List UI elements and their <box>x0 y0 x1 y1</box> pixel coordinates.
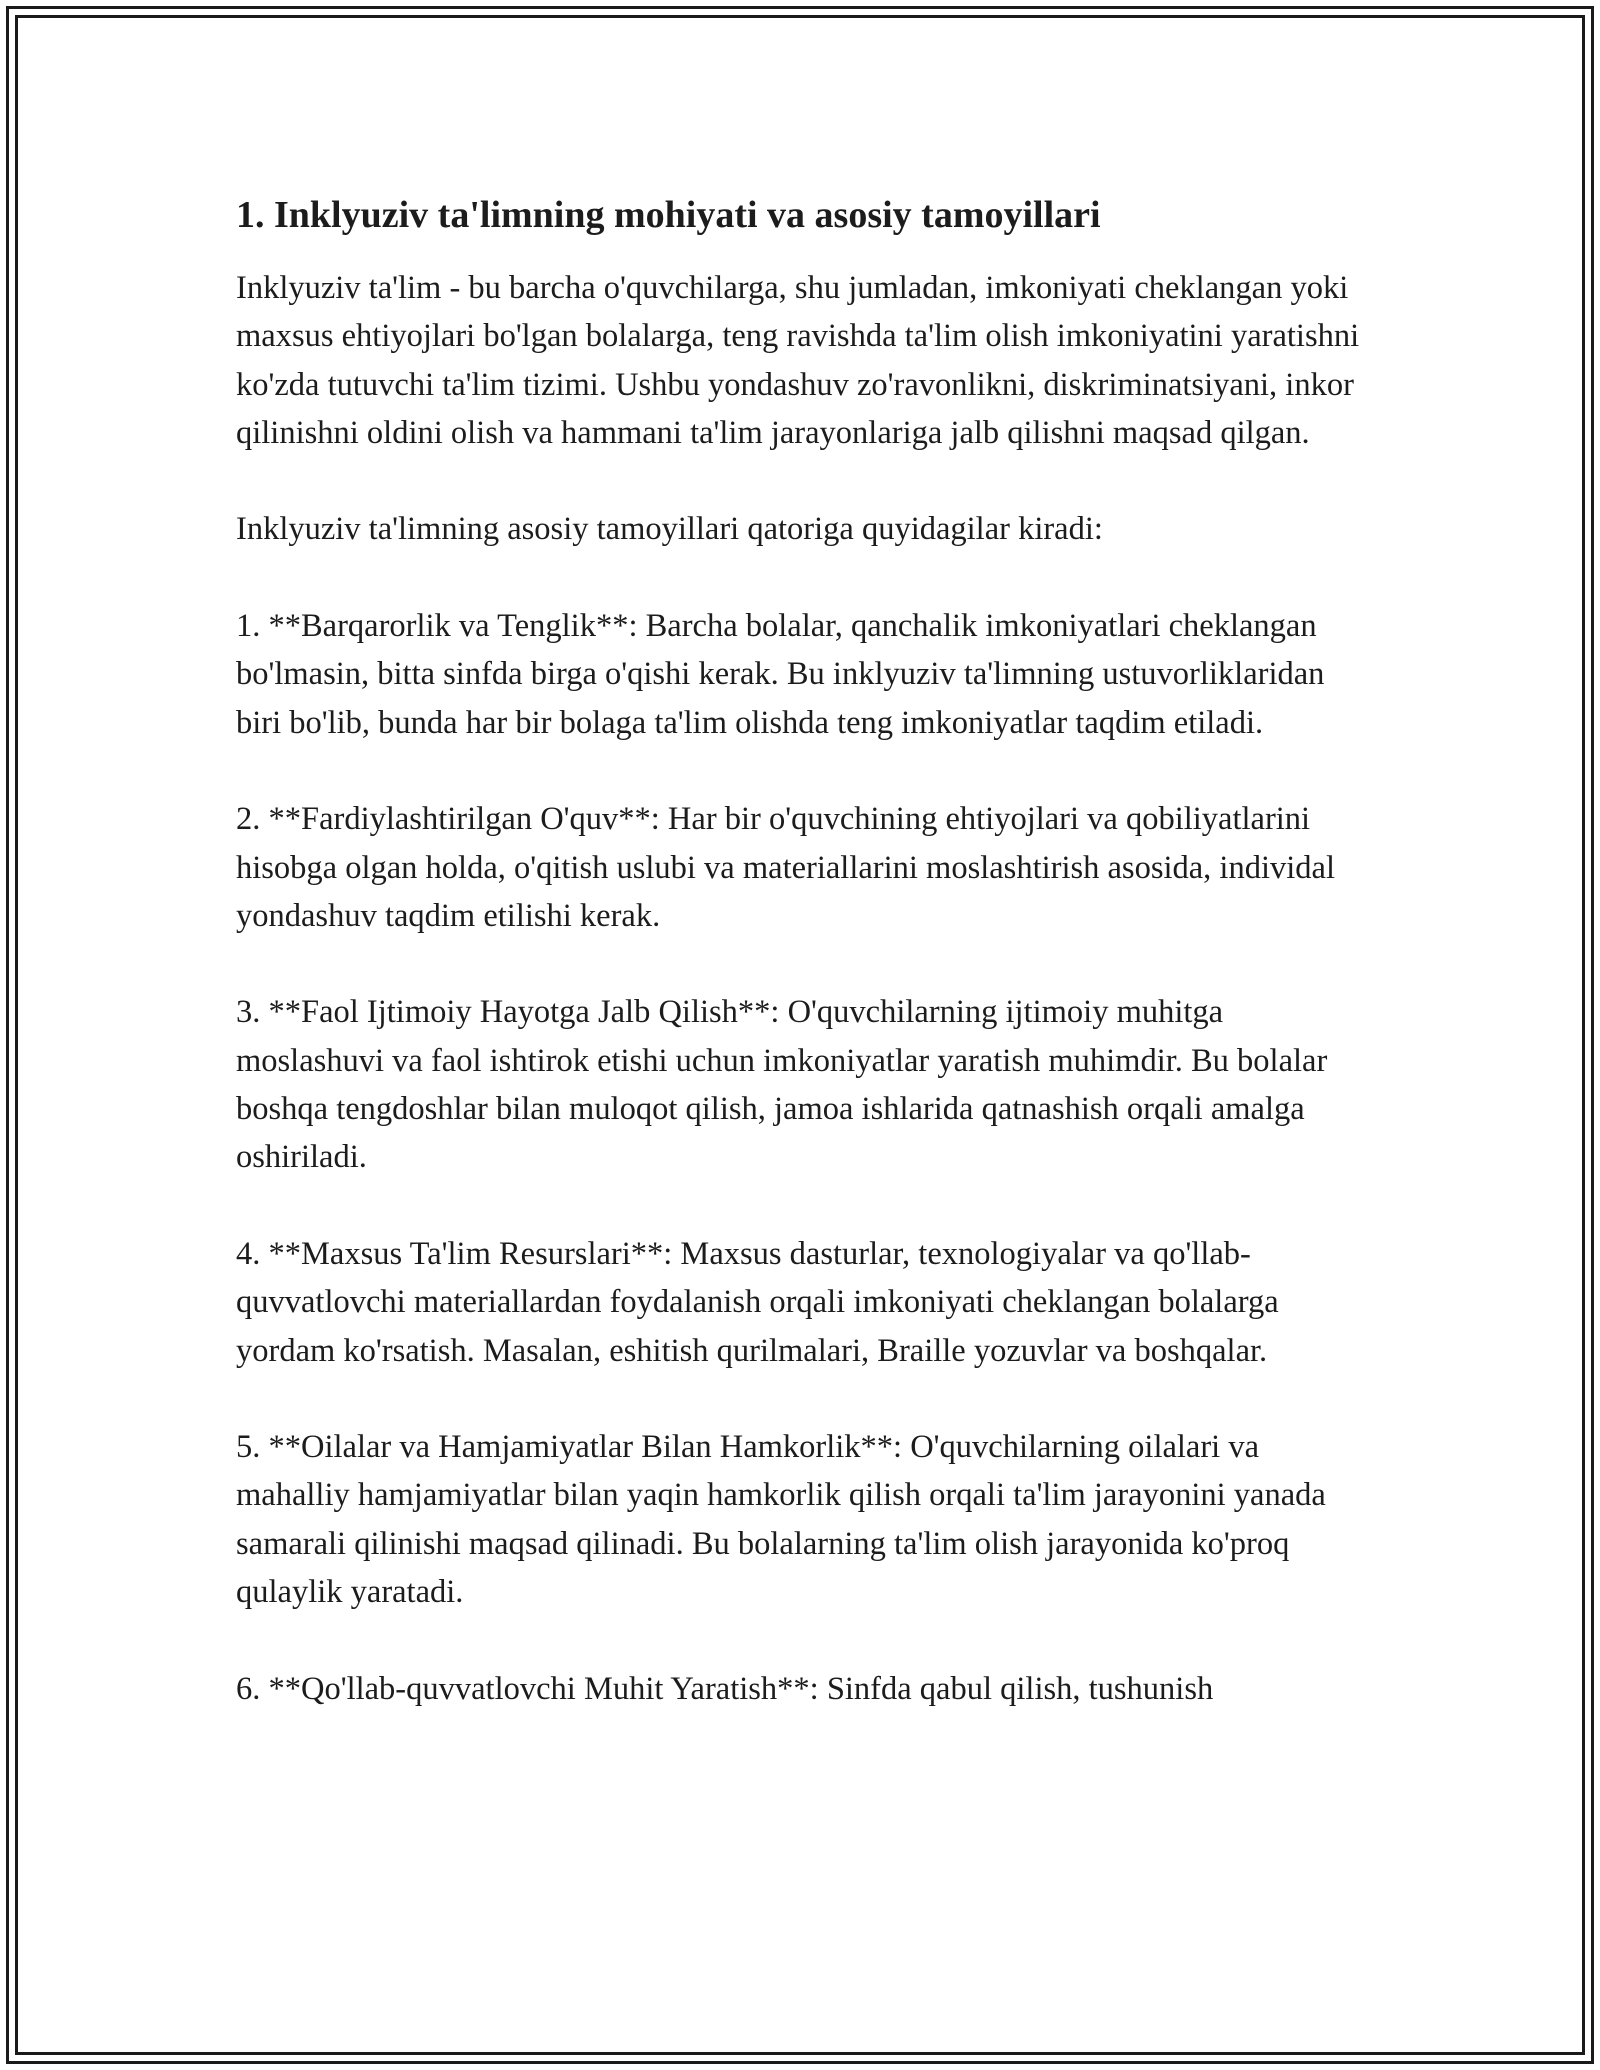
principle-item-6: 6. **Qo'llab-quvvatlovchi Muhit Yaratish**: Sinfda qabul qilish, tushunish <box>236 1670 1214 1707</box>
principle-item-5: 5. **Oilalar va Hamjamiyatlar Bilan Hamkorlik**: O'quvchilarning oilalari va mahalliy hamjamiyatlar bilan yaqin hamkorlik qilish orqali ta'lim jarayonini yanada samarali qilinishi maqsad qilinadi. Bu bolalarning ta'lim olish jarayonida ko'proq qulaylik yaratadi. <box>236 1429 1326 1611</box>
section-heading: 1. Inklyuziv ta'limning mohiyati va asosiy tamoyillari <box>236 194 1101 236</box>
principle-item-1: 1. **Barqarorlik va Tenglik**: Barcha bolalar, qanchalik imkoniyatlari cheklangan bo'lmasin, bitta sinfda birga o'qishi kerak. Bu inklyuziv ta'limning ustuvorliklaridan biri bo'lib, bunda har bir bolaga ta'lim olishda teng imkoniyatlar taqdim etiladi. <box>236 608 1325 741</box>
principle-item-2: 2. **Fardiylashtirilgan O'quv**: Har bir o'quvchining ehtiyojlari va qobiliyatlarini hisobga olgan holda, o'qitish uslubi va materiallarini moslashtirish asosida, individal yondashuv taqdim etilishi kerak. <box>236 801 1335 934</box>
document-body <box>236 190 1366 1761</box>
principles-intro: Inklyuziv ta'limning asosiy tamoyillari qatoriga quyidagilar kiradi: <box>236 511 1103 548</box>
principle-item-3: 3. **Faol Ijtimoiy Hayotga Jalb Qilish**: O'quvchilarning ijtimoiy muhitga moslashuvi va faol ishtirok etishi uchun imkoniyatlar yaratish muhimdir. Bu bolalar boshqa tengdoshlar bilan muloqot qilish, jamoa ishlarida qatnashish orqali amalga oshiriladi. <box>236 994 1328 1176</box>
principle-item-4: 4. **Maxsus Ta'lim Resurslari**: Maxsus dasturlar, texnologiyalar va qo'llab-quvvatlovchi materiallardan foydalanish orqali imkoniyati cheklangan bolalarga yordam ko'rsatish. Masalan, eshitish qurilmalari, Braille yozuvlar va boshqalar. <box>236 1235 1279 1369</box>
intro-paragraph: Inklyuziv ta'lim - bu barcha o'quvchilarga, shu jumladan, imkoniyati cheklangan yoki maxsus ehtiyojlari bo'lgan bolalarga, teng ravishda ta'lim olish imkoniyatini yaratishni ko'zda tutuvchi ta'lim tizimi. Ushbu yondashuv zo'ravonlikni, diskriminatsiyani, inkor qilinishni oldini olish va hammani ta'lim jarayonlariga jalb qilishni maqsad qilgan. <box>236 270 1360 451</box>
